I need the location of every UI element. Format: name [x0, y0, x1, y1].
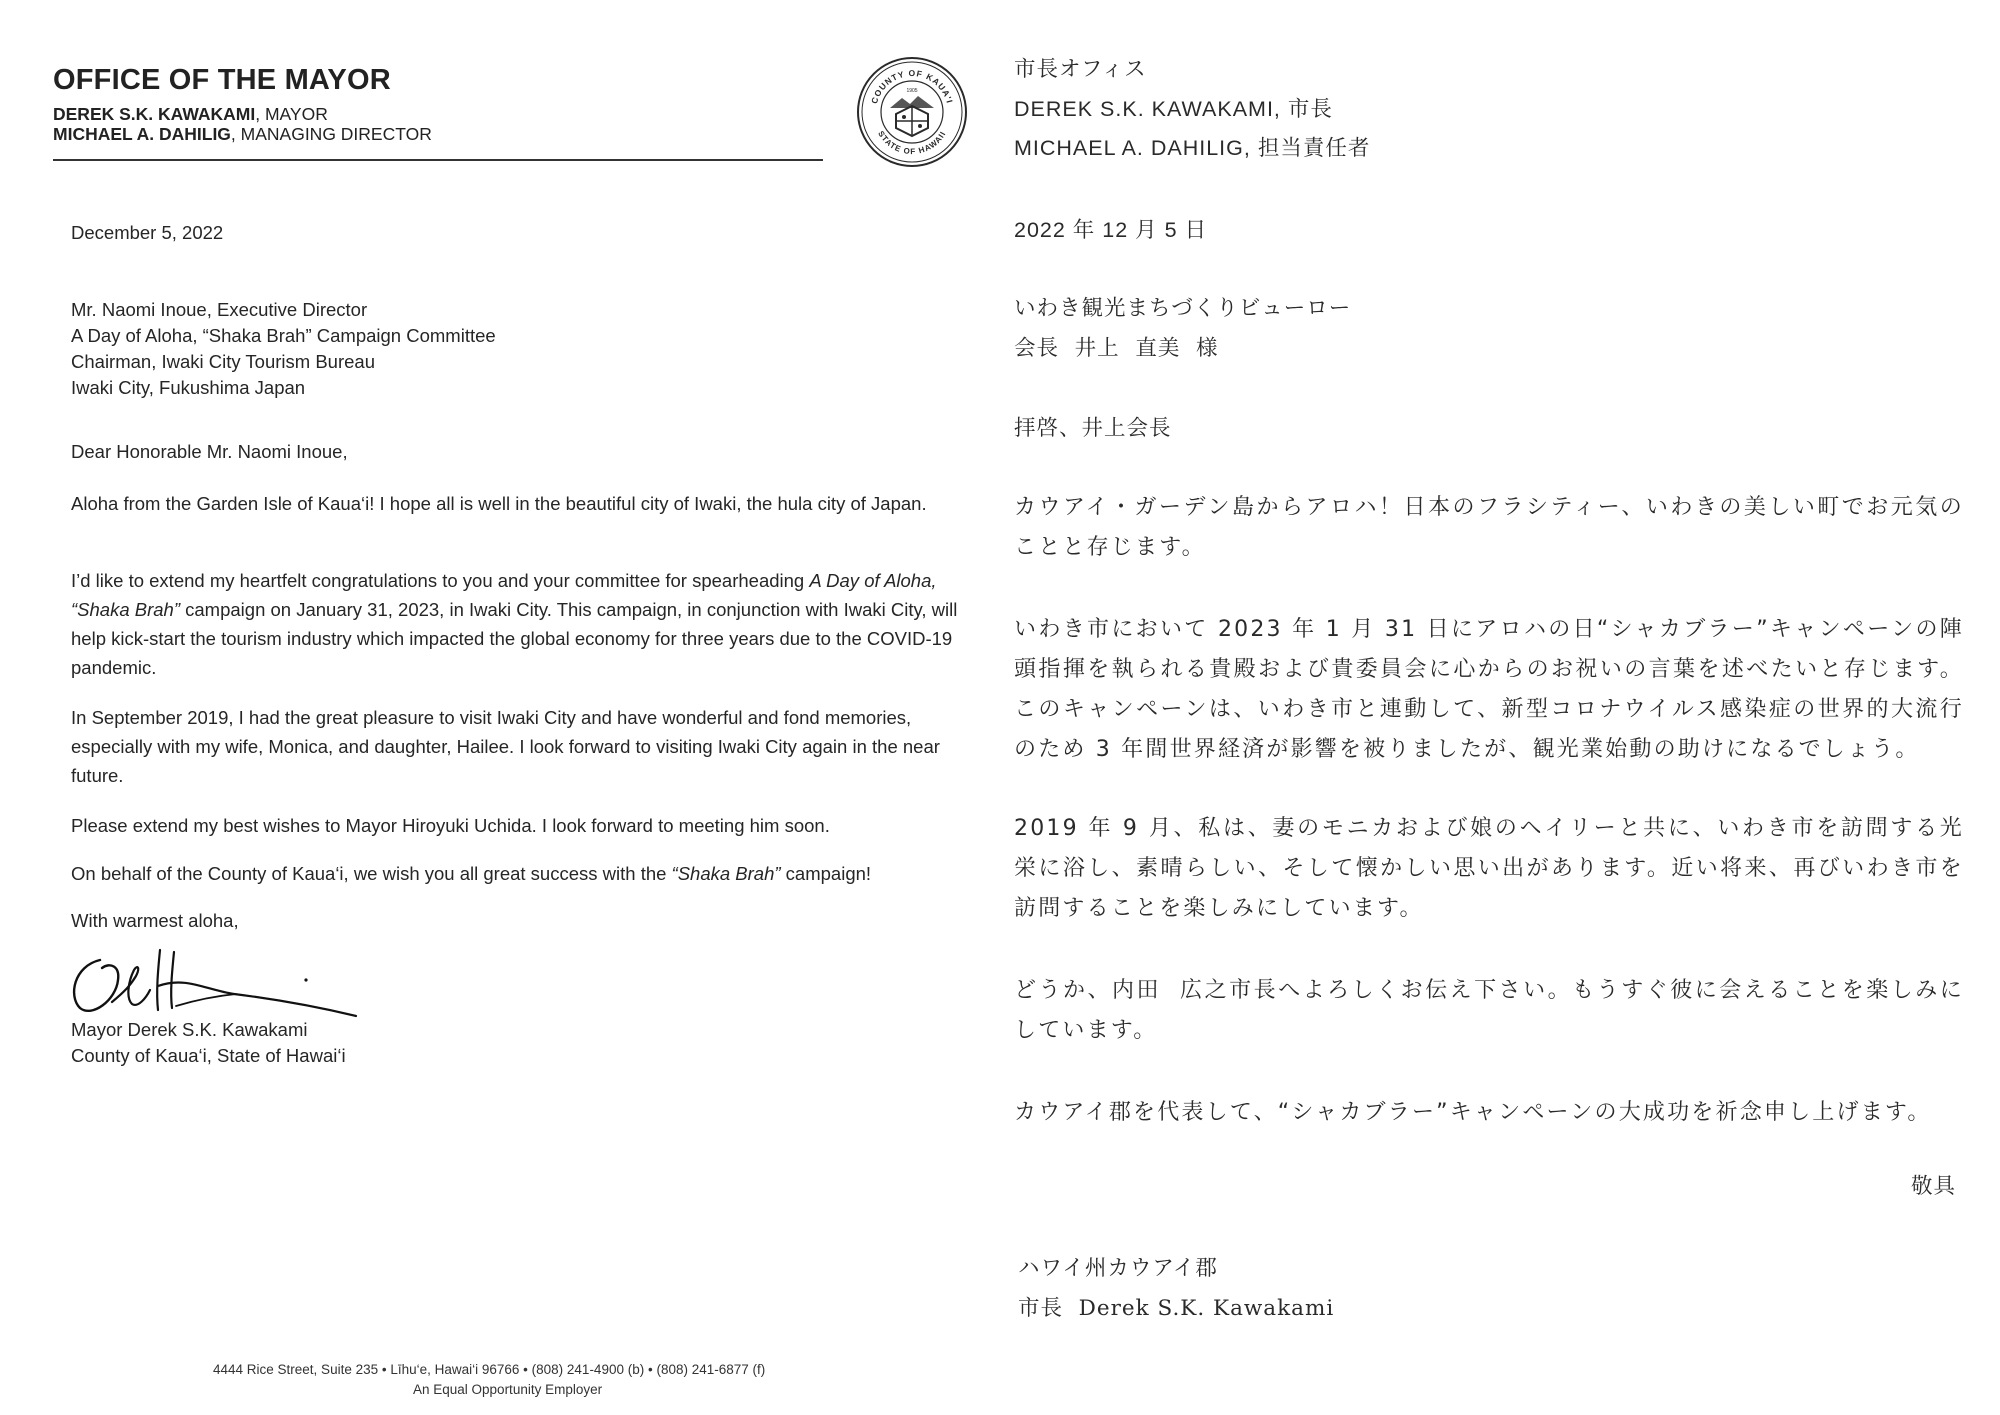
signer-name: Mayor Derek S.K. Kawakami — [71, 1019, 308, 1040]
jp-signer-name: 市長 Derek S.K. Kawakami — [1018, 1296, 1335, 1321]
director-title: , MANAGING DIRECTOR — [230, 124, 432, 144]
letterhead-mayor — [53, 104, 328, 125]
mayor-name: DEREK S.K. KAWAKAMI — [53, 104, 256, 124]
paragraph-5 — [71, 859, 961, 888]
office-title: OFFICE OF THE MAYOR — [53, 64, 391, 96]
letterhead-director — [53, 124, 432, 145]
jp-office: 市長オフィス — [1014, 57, 1147, 81]
paragraph-4: Please extend my best wishes to Mayor Hiroyuki Uchida. I look forward to meeting him soon. — [71, 815, 830, 836]
jp-paragraph-1: カウアイ・ガーデン島からアロハ！日本のフラシティー、いわきの美しい町でお元気のことと存じます。 — [1014, 495, 1964, 560]
mayor-title: , MAYOR — [255, 104, 328, 124]
seal-top-text: COUNTY OF KAUA'I — [869, 67, 955, 105]
paragraph-2-text-a: I’d like to extend my heartfelt congratulations to you and your committee for spearheading — [71, 570, 810, 591]
paragraph-2 — [71, 566, 961, 682]
letter-date: December 5, 2022 — [71, 222, 224, 243]
jp-paragraph-2: いわき市において 2023 年 1 月 31 日にアロハの日“シャカブラー”キャンペーンの陣頭指揮を執られる貴殿および貴委員会に心からのお祝いの言葉を述べたいと存じます。このキャンペーンは、いわき市と連動して、新型コロナウイルス感染症の世界的大流行のため 3 年間世界経済が影響を被りましたが、観光業始動の助けになるでしょう。 — [1014, 617, 1964, 762]
footer-address: 4444 Rice Street, Suite 235 • Līhu‘e, Hawai‘i 96766 • (808) 241-4900 (b) • (808) 241-6877 (f) — [213, 1362, 766, 1377]
paragraph-2-text-b: campaign on January 31, 2023, in Iwaki City. This campaign, in conjunction with Iwaki City, will help kick-start the tourism industry which impacted the global economy for three years due to the COVID-19 pandemic. — [71, 599, 958, 678]
jp-closing: 敬具 — [1911, 1174, 1957, 1199]
seal-year: 1905 — [906, 88, 918, 94]
jp-recipient-org: いわき観光まちづくりビューロー — [1014, 296, 1352, 321]
recipient-line-4: Iwaki City, Fukushima Japan — [71, 377, 306, 398]
county-seal-icon — [856, 56, 968, 168]
paragraph-5-text-a: On behalf of the County of Kaua‘i, we wish you all great success with the — [71, 863, 672, 884]
letterhead-divider — [53, 159, 823, 161]
jp-mayor-line: DEREK S.K. KAWAKAMI, 市長 — [1014, 97, 1333, 121]
paragraph-3: In September 2019, I had the great pleasure to visit Iwaki City and have wonderful and fond memories, especially with my wife, Monica, and daughter, Hailee. I look forward to visiting Iwaki City again in the near future. — [71, 707, 940, 786]
svg-text:COUNTY OF KAUA'I — [869, 68, 955, 105]
paragraph-5-campaign-name: “Shaka Brah” — [671, 863, 781, 884]
paragraph-2-campaign-name: A Day of Aloha, “Shaka Brah” — [71, 570, 937, 620]
recipient-line-2: A Day of Aloha, “Shaka Brah” Campaign Committee — [71, 325, 496, 346]
jp-director-line: MICHAEL A. DAHILIG, 担当責任者 — [1014, 136, 1371, 160]
jp-recipient-name: 会長 井上 直美 様 — [1014, 336, 1219, 361]
footer-employer: An Equal Opportunity Employer — [413, 1382, 603, 1397]
salutation: Dear Honorable Mr. Naomi Inoue, — [71, 441, 348, 462]
jp-paragraph-5: カウアイ郡を代表して、“シャカブラー”キャンペーンの大成功を祈念申し上げます。 — [1014, 1100, 1932, 1125]
jp-paragraph-4: どうか、内田 広之市長へよろしくお伝え下さい。もうすぐ彼に会えることを楽しみにしています。 — [1014, 978, 1964, 1043]
recipient-line-3: Chairman, Iwaki City Tourism Bureau — [71, 351, 375, 372]
paragraph-5-text-b: campaign! — [780, 863, 872, 884]
jp-salutation: 拝啓、井上会長 — [1014, 416, 1172, 441]
jp-date: 2022 年 12 月 5 日 — [1014, 218, 1208, 242]
seal-bottom-text: STATE OF HAWAII — [876, 129, 948, 157]
signer-org: County of Kaua‘i, State of Hawai‘i — [71, 1045, 346, 1066]
recipient-line-1: Mr. Naomi Inoue, Executive Director — [71, 299, 368, 320]
paragraph-1: Aloha from the Garden Isle of Kaua‘i! I hope all is well in the beautiful city of Iwaki, the hula city of Japan. — [71, 493, 927, 514]
closing: With warmest aloha, — [71, 910, 239, 931]
jp-paragraph-3: 2019 年 9 月、私は、妻のモニカおよび娘のヘイリーと共に、いわき市を訪問する光栄に浴し、素晴らしい、そして懐かしい思い出があります。近い将来、再びいわき市を訪問することを楽しみにしています。 — [1014, 816, 1964, 921]
director-name: MICHAEL A. DAHILIG — [53, 124, 231, 144]
jp-signer-org: ハワイ州カウアイ郡 — [1018, 1256, 1218, 1281]
